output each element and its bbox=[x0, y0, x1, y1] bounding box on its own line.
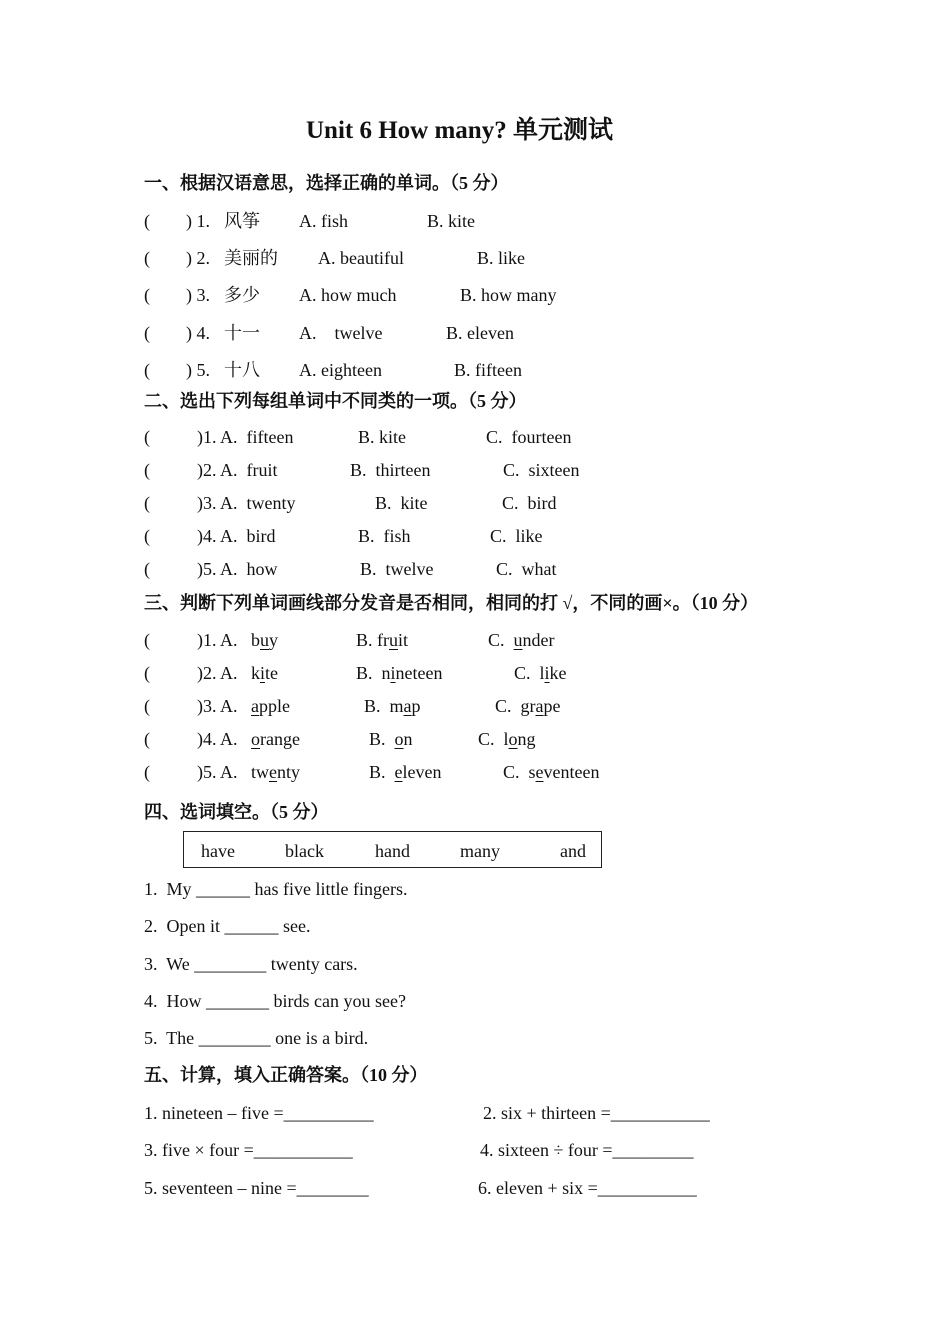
answer-paren[interactable]: ( bbox=[144, 630, 150, 650]
option-b: B. like bbox=[477, 248, 525, 268]
answer-paren[interactable]: ( bbox=[144, 493, 150, 513]
question-number: ) 1. bbox=[186, 211, 210, 231]
question-option-a: )5. A. how bbox=[197, 559, 278, 579]
option-a-word bbox=[251, 695, 290, 717]
option-b-word bbox=[369, 761, 442, 783]
word-suffix: neteen bbox=[395, 663, 443, 683]
fill-blank-sentence[interactable]: 3. We ________ twenty cars. bbox=[144, 954, 358, 974]
section-2-heading: 二、选出下列每组单词中不同类的一项。（5 分） bbox=[144, 391, 527, 411]
math-question[interactable]: 6. eleven + six =___________ bbox=[478, 1178, 697, 1198]
question-number: )3. A. bbox=[197, 696, 238, 716]
underlined-letter: u bbox=[389, 630, 398, 650]
answer-paren[interactable]: ( bbox=[144, 696, 150, 716]
word-suffix: it bbox=[398, 630, 409, 650]
chinese-meaning: 十八 bbox=[224, 360, 260, 380]
option-b: B. fish bbox=[358, 526, 411, 546]
underlined-letter: a bbox=[403, 696, 412, 716]
chinese-meaning: 美丽的 bbox=[224, 248, 278, 268]
answer-paren[interactable]: ( bbox=[144, 427, 150, 447]
question-option-a: )1. A. fifteen bbox=[197, 427, 294, 447]
page-title: Unit 6 How many? 单元测试 bbox=[306, 117, 613, 144]
word-suffix: te bbox=[265, 663, 279, 683]
answer-paren[interactable]: ( bbox=[144, 526, 150, 546]
option-a: A. fish bbox=[299, 211, 348, 231]
option-c-word bbox=[495, 695, 561, 717]
math-question[interactable]: 5. seventeen – nine =________ bbox=[144, 1178, 369, 1198]
word-prefix: k bbox=[251, 663, 260, 683]
question-option-a: )2. A. fruit bbox=[197, 460, 278, 480]
option-b-word bbox=[356, 629, 408, 651]
fill-blank-sentence[interactable]: 1. My ______ has five little fingers. bbox=[144, 879, 408, 899]
option-b-word bbox=[364, 695, 421, 717]
word-suffix: nder bbox=[522, 630, 555, 650]
section-4-heading: 四、选词填空。（5 分） bbox=[144, 802, 329, 822]
word-prefix: b bbox=[251, 630, 260, 650]
word-suffix: p bbox=[411, 696, 421, 716]
word-prefix: C. l bbox=[478, 729, 509, 749]
underlined-letter: a bbox=[251, 696, 259, 716]
word-prefix: C. bbox=[488, 630, 514, 650]
word-suffix: ke bbox=[549, 663, 567, 683]
word-suffix: leven bbox=[402, 762, 442, 782]
option-a-word bbox=[251, 761, 300, 783]
option-b: B. fifteen bbox=[454, 360, 522, 380]
fill-blank-sentence[interactable]: 2. Open it ______ see. bbox=[144, 916, 311, 936]
word-prefix: B. n bbox=[356, 663, 391, 683]
fill-blank-sentence[interactable]: 4. How _______ birds can you see? bbox=[144, 991, 406, 1011]
fill-blank-sentence[interactable]: 5. The ________ one is a bird. bbox=[144, 1028, 369, 1048]
option-a: A. beautiful bbox=[318, 248, 404, 268]
option-a-word bbox=[251, 662, 278, 684]
option-b-word bbox=[369, 728, 413, 750]
option-c-word bbox=[478, 728, 536, 750]
word-suffix: venteen bbox=[543, 762, 600, 782]
option-b: B. kite bbox=[358, 427, 406, 447]
option-c-word bbox=[488, 629, 555, 651]
underlined-letter: o bbox=[508, 729, 518, 749]
math-question[interactable]: 3. five × four =___________ bbox=[144, 1140, 353, 1160]
section-1-heading: 一、根据汉语意思，选择正确的单词。（5 分） bbox=[144, 173, 509, 193]
underlined-letter: i bbox=[260, 663, 266, 683]
option-b: B. kite bbox=[427, 211, 475, 231]
option-a-word bbox=[251, 728, 300, 750]
option-b: B. kite bbox=[375, 493, 428, 513]
option-a: A. eighteen bbox=[299, 360, 382, 380]
option-c: C. fourteen bbox=[486, 427, 572, 447]
math-question[interactable]: 4. sixteen ÷ four =_________ bbox=[480, 1140, 694, 1160]
word-prefix: B. m bbox=[364, 696, 404, 716]
option-b: B. twelve bbox=[360, 559, 434, 579]
chinese-meaning: 十一 bbox=[224, 323, 260, 343]
underlined-letter: i bbox=[544, 663, 550, 683]
answer-paren[interactable]: ( bbox=[144, 729, 150, 749]
chinese-meaning: 风筝 bbox=[224, 211, 260, 231]
option-c: C. what bbox=[496, 559, 557, 579]
option-c: C. sixteen bbox=[503, 460, 580, 480]
question-number: ) 3. bbox=[186, 285, 210, 305]
math-question[interactable]: 1. nineteen – five =__________ bbox=[144, 1103, 374, 1123]
word-bank-item: have bbox=[201, 841, 235, 861]
question-number: ) 2. bbox=[186, 248, 210, 268]
answer-paren[interactable]: ( bbox=[144, 360, 150, 380]
option-a-word bbox=[251, 629, 278, 651]
underlined-letter: e bbox=[269, 762, 277, 782]
underlined-letter: a bbox=[535, 696, 544, 716]
word-prefix: tw bbox=[251, 762, 269, 782]
underlined-letter: e bbox=[394, 762, 403, 782]
word-bank-item: hand bbox=[375, 841, 410, 861]
answer-paren[interactable]: ( bbox=[144, 559, 150, 579]
question-number: )4. A. bbox=[197, 729, 238, 749]
option-c-word bbox=[503, 761, 599, 783]
word-suffix: pe bbox=[543, 696, 561, 716]
answer-paren[interactable]: ( bbox=[144, 248, 150, 268]
answer-paren[interactable]: ( bbox=[144, 762, 150, 782]
question-number: )1. A. bbox=[197, 630, 238, 650]
word-bank-item: black bbox=[285, 841, 324, 861]
word-suffix: range bbox=[260, 729, 300, 749]
answer-paren[interactable]: ( bbox=[144, 663, 150, 683]
option-b: B. how many bbox=[460, 285, 557, 305]
underlined-letter: i bbox=[390, 663, 396, 683]
option-b-word bbox=[356, 662, 443, 684]
answer-paren[interactable]: ( bbox=[144, 285, 150, 305]
math-question[interactable]: 2. six + thirteen =___________ bbox=[483, 1103, 710, 1123]
word-suffix: pple bbox=[259, 696, 290, 716]
answer-paren[interactable]: ( bbox=[144, 323, 150, 343]
word-prefix: B. bbox=[369, 729, 395, 749]
word-prefix: B. fr bbox=[356, 630, 389, 650]
option-c: C. like bbox=[490, 526, 543, 546]
question-option-a: )3. A. twenty bbox=[197, 493, 296, 513]
word-suffix: ng bbox=[517, 729, 536, 749]
option-b: B. eleven bbox=[446, 323, 514, 343]
answer-paren[interactable]: ( bbox=[144, 211, 150, 231]
option-a: A. how much bbox=[299, 285, 397, 305]
section-3-heading: 三、判断下列单词画线部分发音是否相同，相同的打 √，不同的画×。（10 分） bbox=[144, 593, 759, 613]
word-bank-item: many bbox=[460, 841, 500, 861]
option-c-word bbox=[514, 662, 567, 684]
underlined-letter: o bbox=[251, 729, 260, 749]
chinese-meaning: 多少 bbox=[224, 285, 260, 305]
option-b: B. thirteen bbox=[350, 460, 431, 480]
question-number: ) 5. bbox=[186, 360, 210, 380]
word-prefix: B. bbox=[369, 762, 395, 782]
option-a: A. twelve bbox=[299, 323, 383, 343]
word-suffix: nty bbox=[277, 762, 301, 782]
underlined-letter: u bbox=[513, 630, 523, 650]
underlined-letter: u bbox=[260, 630, 269, 650]
word-suffix: n bbox=[403, 729, 413, 749]
question-number: )5. A. bbox=[197, 762, 238, 782]
underlined-letter: o bbox=[394, 729, 404, 749]
option-c: C. bird bbox=[502, 493, 557, 513]
question-number: )2. A. bbox=[197, 663, 238, 683]
answer-paren[interactable]: ( bbox=[144, 460, 150, 480]
section-5-heading: 五、计算，填入正确答案。（10 分） bbox=[144, 1065, 428, 1085]
question-number: ) 4. bbox=[186, 323, 210, 343]
word-prefix: C. s bbox=[503, 762, 536, 782]
question-option-a: )4. A. bird bbox=[197, 526, 276, 546]
underlined-letter: e bbox=[535, 762, 544, 782]
word-prefix: C. gr bbox=[495, 696, 536, 716]
word-bank-item: and bbox=[560, 841, 586, 861]
word-prefix: C. l bbox=[514, 663, 545, 683]
word-suffix: y bbox=[269, 630, 278, 650]
